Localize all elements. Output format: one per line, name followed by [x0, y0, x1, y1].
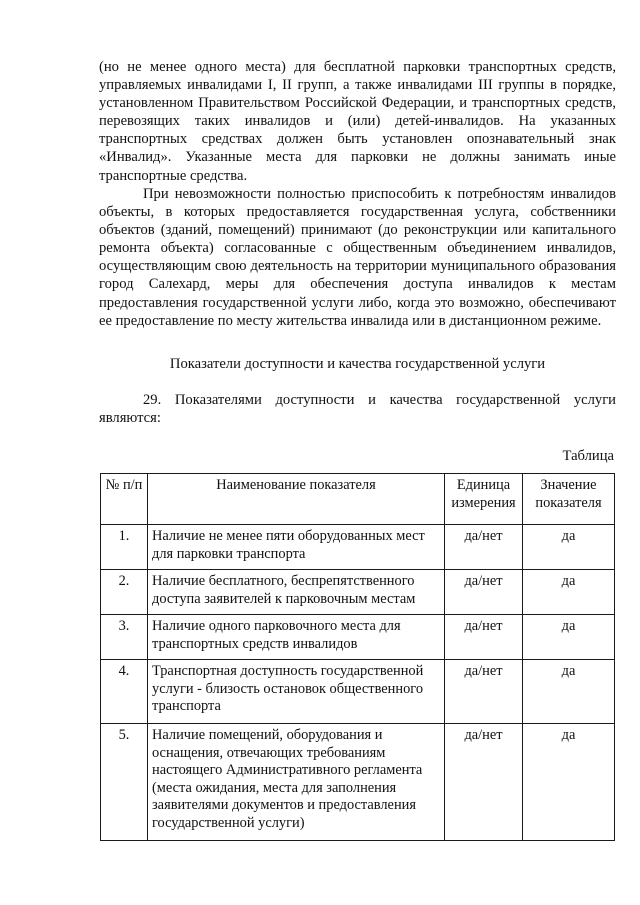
table-caption: Таблица — [562, 448, 614, 464]
table-row — [101, 724, 615, 841]
header-name: Наименование показателя — [148, 474, 445, 525]
row-num: 3. — [101, 615, 148, 660]
paragraph-parking: (но не менее одного места) для бесплатной парковки транспортных средств, управляемых инвалидами I, II групп, а также инвалидами III группы в порядке, установленном Правительством Российской Федерации, и транспортных средств, перевозящих таких инвалидов и (или) детей-инвалидов. На указанных транспортных средствах должен быть установлен опознавательный знак «Инвалид». Указанные места для парковки не должны занимать иные транспортные средства. — [99, 59, 616, 184]
section-heading: Показатели доступности и качества государственной услуги — [169, 356, 546, 372]
row-name: Наличие помещений, оборудования и оснащения, отвечающих требованиям настоящего Административного регламента (места ожидания, места для заполнения заявителями документов и предоставления государственной услуги) — [148, 724, 445, 841]
row-value: да — [523, 570, 615, 615]
row-value: да — [523, 660, 615, 724]
row-unit: да/нет — [445, 615, 523, 660]
row-num: 2. — [101, 570, 148, 615]
row-unit: да/нет — [445, 660, 523, 724]
table-row — [101, 570, 615, 615]
row-name: Наличие бесплатного, беспрепятственного доступа заявителей к парковочным местам — [148, 570, 445, 615]
row-num: 4. — [101, 660, 148, 724]
paragraph-clause-29: 29. Показателями доступности и качества государственной услуги являются: — [99, 392, 616, 427]
table-header-row — [101, 474, 615, 525]
row-num: 5. — [101, 724, 148, 841]
row-value: да — [523, 525, 615, 570]
row-num: 1. — [101, 525, 148, 570]
row-unit: да/нет — [445, 525, 523, 570]
row-value: да — [523, 615, 615, 660]
header-unit: Единица измерения — [445, 474, 523, 525]
indicators-table — [100, 473, 615, 841]
table-row — [101, 615, 615, 660]
row-name: Наличие не менее пяти оборудованных мест для парковки транспорта — [148, 525, 445, 570]
row-name: Транспортная доступность государственной услуги - близость остановок общественного транспорта — [148, 660, 445, 724]
table-row — [101, 525, 615, 570]
header-num: № п/п — [101, 474, 148, 525]
row-value: да — [523, 724, 615, 841]
row-name: Наличие одного парковочного места для транспортных средств инвалидов — [148, 615, 445, 660]
paragraph-accessibility-measures: При невозможности полностью приспособить к потребностям инвалидов объекты, в которых предоставляется государственная услуга, собственники объектов (зданий, помещений) принимают (до реконструкции или капитального ремонта объекта) согласованные с общественным объединением инвалидов, осуществляющим свою деятельность на территории муниципального образования город Салехард, меры для обеспечения доступа инвалидов к местам предоставления государственной услуги либо, когда это возможно, обеспечивают ее предоставление по месту жительства инвалида или в дистанционном режиме. — [99, 186, 616, 329]
row-unit: да/нет — [445, 724, 523, 841]
row-unit: да/нет — [445, 570, 523, 615]
header-value: Значение показателя — [523, 474, 615, 525]
table-row — [101, 660, 615, 724]
